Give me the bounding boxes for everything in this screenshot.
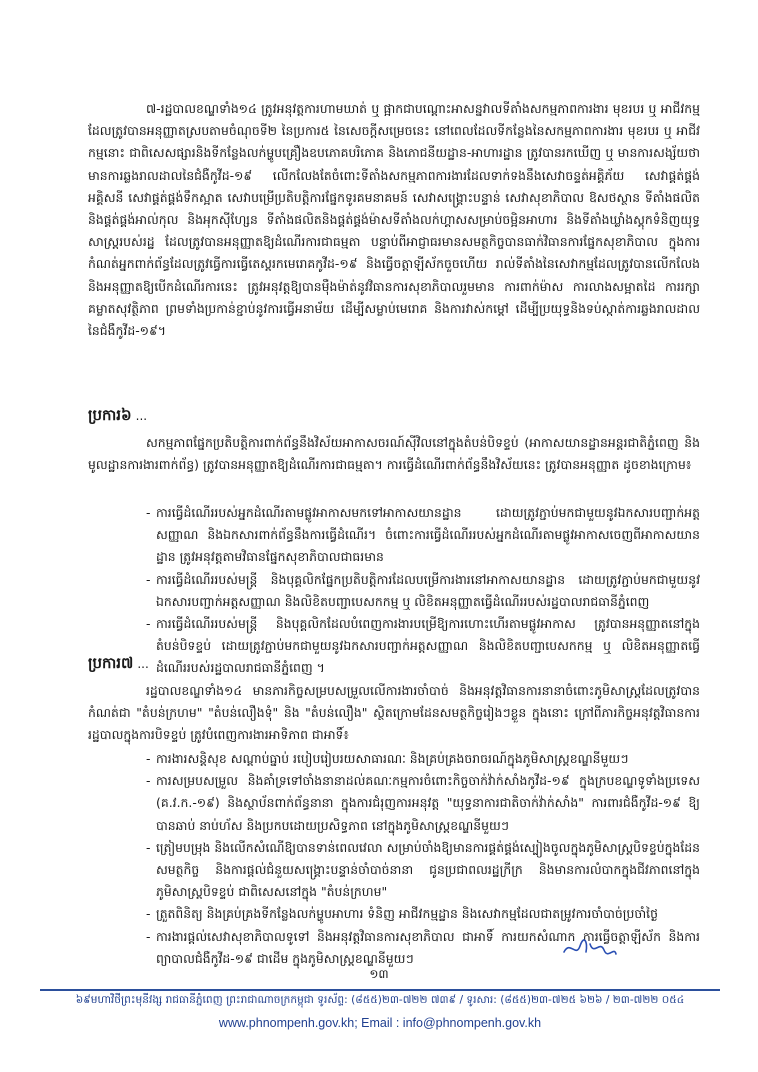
article-6-intro: សកម្មភាពផ្នែកប្រតិបត្តិការពាក់ព័ន្ធនឹងវិស័យអាកាសចរណ៍ស៊ីវិលនៅក្នុងតំបន់បិទខ្ទប់ (អាកាសយានដ្ឋានអន្តរជាតិភ្នំពេញ និងមូលដ្ឋានការងារពាក់ព័ន្ធ) ត្រូវបានអនុញ្ញាតឱ្យដំណើរការជាធម្មតា។ ការធ្វើដំណើរពាក់ព័ន្ធនឹងវិស័យនេះ ត្រូវបានអនុញ្ញាត ដូចខាងក្រោម៖ [88, 435, 700, 473]
footer-divider [40, 989, 720, 991]
list-item: - ការងារសន្តិសុខ សណ្ដាប់ធ្នាប់ របៀបរៀបរយសាធារណៈ និងគ្រប់គ្រងចរាចរណ៍ក្នុងភូមិសាស្ត្រខណ្ឌនីមួយៗ [146, 748, 700, 770]
page-number: ១៣ [369, 967, 389, 981]
list-item: - ការធ្វើដំណើររបស់មន្ត្រី និងបុគ្គលិកផ្នែកប្រតិបត្តិការដែលបម្រើការងារនៅអាកាសយានដ្ឋាន ដោយត្រូវភ្ជាប់មកជាមួយនូវឯកសារបញ្ជាក់អត្តសញ្ញាណ និងលិខិតបញ្ជាបេសកកម្ម ឬ លិខិតអនុញ្ញាតធ្វើដំណើររបស់រដ្ឋបាលរាជធានីភ្នំពេញ [146, 569, 700, 613]
initials-signature [560, 936, 620, 960]
list-item: - ត្រួតពិនិត្យ និងគ្រប់គ្រងទីកន្លែងលក់ម្ហូបអាហារ ទំនិញ អាជីវកម្មដ្ឋាន និងសេវាកម្មដែលជាតម្រូវការចាំបាច់ប្រចាំថ្ងៃ [146, 903, 700, 925]
article-6-list [146, 502, 700, 680]
article-7-heading: ប្រការ៧ ... [88, 654, 149, 676]
list-item: - ការងារផ្ដល់សេវាសុខាភិបាលទូទៅ និងអនុវត្តវិធានការសុខាភិបាល ជាអាទិ៍ ការយកសំណាក ការធ្វើចត្តាឡីស័ក និងការព្យាបាលជំងឺកូវីដ-១៩ ជាដើម ក្នុងភូមិសាស្ត្រខណ្ឌនីមួយៗ [146, 926, 700, 970]
article-5-paragraph-7: ៧-រដ្ឋបាលខណ្ឌទាំង១៤ ត្រូវអនុវត្តការហាមឃាត់ ឬ ផ្អាកជាបណ្ដោះអាសន្នវាលទីតាំងសកម្មភាពការងារ មុខរបរ ឬ អាជីវកម្ម ដែលត្រូវបានអនុញ្ញាតស្របតាមចំណុចទី២ នៃប្រការ៥ នៃសេចក្ដីសម្រេចនេះ នៅពេលដែលទីកន្លែងនៃសកម្មភាពការងារ មុខរបរ ឬ អាជីវកម្មនោះ ជាពិសេសផ្សារនិងទីកន្លែងលក់ម្ហូបគ្រឿងឧបភោគបរិភោគ និងភោជនីយដ្ឋាន-អាហារដ្ឋាន ត្រូវបានរកឃើញ ឬ មានការសង្ស័យថាមានការឆ្លងរាលដាលនៃជំងឺកូវីដ-១៩ លើកលែងតែចំពោះទីតាំងសកម្មភាពការងារដែលទាក់ទងនឹងសេវាចន្ទត់អគ្គិភ័យ សេវាផ្គត់ផ្គង់អគ្គិសនី សេវាផ្គត់ផ្គង់ទឹកស្អាត សេវាបម្រើប្រតិបត្តិការផ្នែកទូរគមនាគមន៍ សេវាសង្គ្រោះបន្ទាន់ សេវាសុខាភិបាល ឱសថស្ថាន ទីតាំងផលិត និងផ្គត់ផ្គង់អាល់កុល និងអុកស៊ីហ្សែន ទីតាំងផលិតនិងផ្គត់ផ្គង់ម៉ាសទីតាំងលក់ហ្គាសសម្រាប់ចម្អិនអាហារ និងទីតាំងឃ្លាំងស្តុកទំនិញយុទ្ធសាស្ត្ររបស់រដ្ឋ ដែលត្រូវបានអនុញ្ញាតឱ្យដំណើរការជាធម្មតា បន្ទាប់ពីអាជ្ញាធរមានសមត្ថកិច្ចបានធាក់វិធានការផ្នែកសុខាភិបាល ក្នុងការកំណត់អ្នកពាក់ព័ន្ធដែលត្រូវធ្វើការធ្វើតេស្តរកមេរោគកូវីដ-១៩ និងធ្វើចត្តាឡីស័កចួចហើយ រាល់ទីតាំងនៃសេវាកម្មដែលត្រូវបានលើកលែង និងអនុញ្ញាតឱ្យបើកដំណើរការនេះ ត្រូវអនុវត្តឱ្យបានម៉ឺងម៉ាត់នូវវិធានការសុខាភិបាលរួមមាន ការពាក់ម៉ាស ការលាងសម្អាតដៃ ការរក្សាគម្លាតសុវត្ថិភាព ព្រមទាំងប្រកាន់ខ្ជាប់នូវការធ្វើអនាម័យ ដើម្បីសម្លាប់មេរោគ និងការវាស់កម្ដៅ ដើម្បីប្រយុទ្ធនិងទប់ស្កាត់ការឆ្លងរាលដាលនៃជំងឺកូវីដ-១៩។ [88, 101, 700, 339]
list-item: - ការធ្វើដំណើររបស់មន្ត្រី និងបុគ្គលិកដែលបំពេញការងារបម្រើឱ្យការហោះហើរតាមផ្លូវអាកាស ត្រូវបានអនុញ្ញាតនៅក្នុងតំបន់បិទខ្ទប់ ដោយត្រូវភ្ជាប់មកជាមួយនូវឯកសារបញ្ជាក់អត្តសញ្ញាណ និងលិខិតបញ្ជាបេសកកម្ម ឬ លិខិតអនុញ្ញាតធ្វើដំណើររបស់រដ្ឋបាលរាជធានីភ្នំពេញ ។ [146, 613, 700, 680]
article-7-intro: រដ្ឋបាលខណ្ឌទាំង១៤ មានភារកិច្ចសម្របសម្រួលលើការងារចាំបាច់ និងអនុវត្តវិធានការនានាចំពោះភូមិសាស្ត្រដែលត្រូវបានកំណត់ជា "តំបន់ក្រហម" "តំបន់លឿងទុំ" និង "តំបន់លឿង" ស្ថិតក្រោមដែនសមត្ថកិច្ចរៀងៗខ្លួន ក្នុងនោះ ក្រៅពីភារកិច្ចអនុវត្តវិធានការរដ្ឋបាលក្នុងការបិទខ្ទប់ ត្រូវបំពេញការងារអាទិភាព ជាអាទិ៍៖ [88, 683, 700, 743]
footer-website[interactable]: www.phnompenh.gov.kh; Email : info@phnompenh.gov.kh [218, 1016, 542, 1030]
article-6-heading: ប្រការ៦ ... [88, 406, 147, 428]
list-item: - ត្រៀមបម្រុង និងលើកសំណើឱ្យបានទាន់ពេលវេលា សម្រាប់ចាំងឱ្យមានការផ្គត់ផ្គង់ស្បៀងចូលក្នុងភូមិសាស្ត្របិទខ្ទប់ក្នុងដែនសមត្ថកិច្ច និងការផ្ដល់ជំនួយសង្គ្រោះបន្ទាន់ចាំបាច់នានា ជូនប្រជាពលរដ្ឋក្រីក្រ និងមានការលំបាកក្នុងជីវភាពនៅក្នុងភូមិសាស្ត្របិទខ្ទប់ ជាពិសេសនៅក្នុង "តំបន់ក្រហម" [146, 837, 700, 904]
list-item: - ការសម្របសម្រួល និងគាំទ្រទៅចាំងនានាដល់គណៈកម្មការចំពោះកិច្ចចាក់វ៉ាក់សាំងកូវីដ-១៩ ក្នុងក្របខណ្ឌទូទាំងប្រទេស (គ.វ.ក.-១៩) និងស្ថាប័នពាក់ព័ន្ធនានា ក្នុងការជំរុញការអនុវត្ត "យុទ្ធនាការជាតិចាក់វ៉ាក់សាំង" ការពារជំងឺកូវីដ-១៩ ឱ្យបានឆាប់ នាប់ហ័ស និងប្រកបដោយប្រសិទ្ធភាព នៅក្នុងភូមិសាស្ត្រខណ្ឌនីមួយៗ [146, 770, 700, 837]
footer-address: ៦៩មហាវិថីព្រះមុនីវង្ស រាជធានីភ្នំពេញ ព្រះរាជាណាចក្រកម្ពុជា ទូរស័ព្ទ: (៨៥៥)២៣-៧២២ ៧៣៩ / ទូរសារ: (៨៥៥)២៣-៧២៥ ៦២៦ / ២៣-៧២២ ០៥៤ [75, 994, 685, 1006]
list-item: - ការធ្វើដំណើររបស់អ្នកដំណើរតាមផ្លូវអាកាសមកទៅអាកាសយានដ្ឋាន ដោយត្រូវភ្ជាប់មកជាមួយនូវឯកសារបញ្ជាក់អត្តសញ្ញាណ និងឯកសារពាក់ព័ន្ធនឹងការធ្វើដំណើរ។ ចំពោះការធ្វើដំណើររបស់អ្នកដំណើរតាមផ្លូវអាកាសចេញពីអាកាសយានដ្ឋាន ត្រូវអនុវត្តតាមវិធានផ្នែកសុខាភិបាលជាធរមាន [146, 502, 700, 569]
